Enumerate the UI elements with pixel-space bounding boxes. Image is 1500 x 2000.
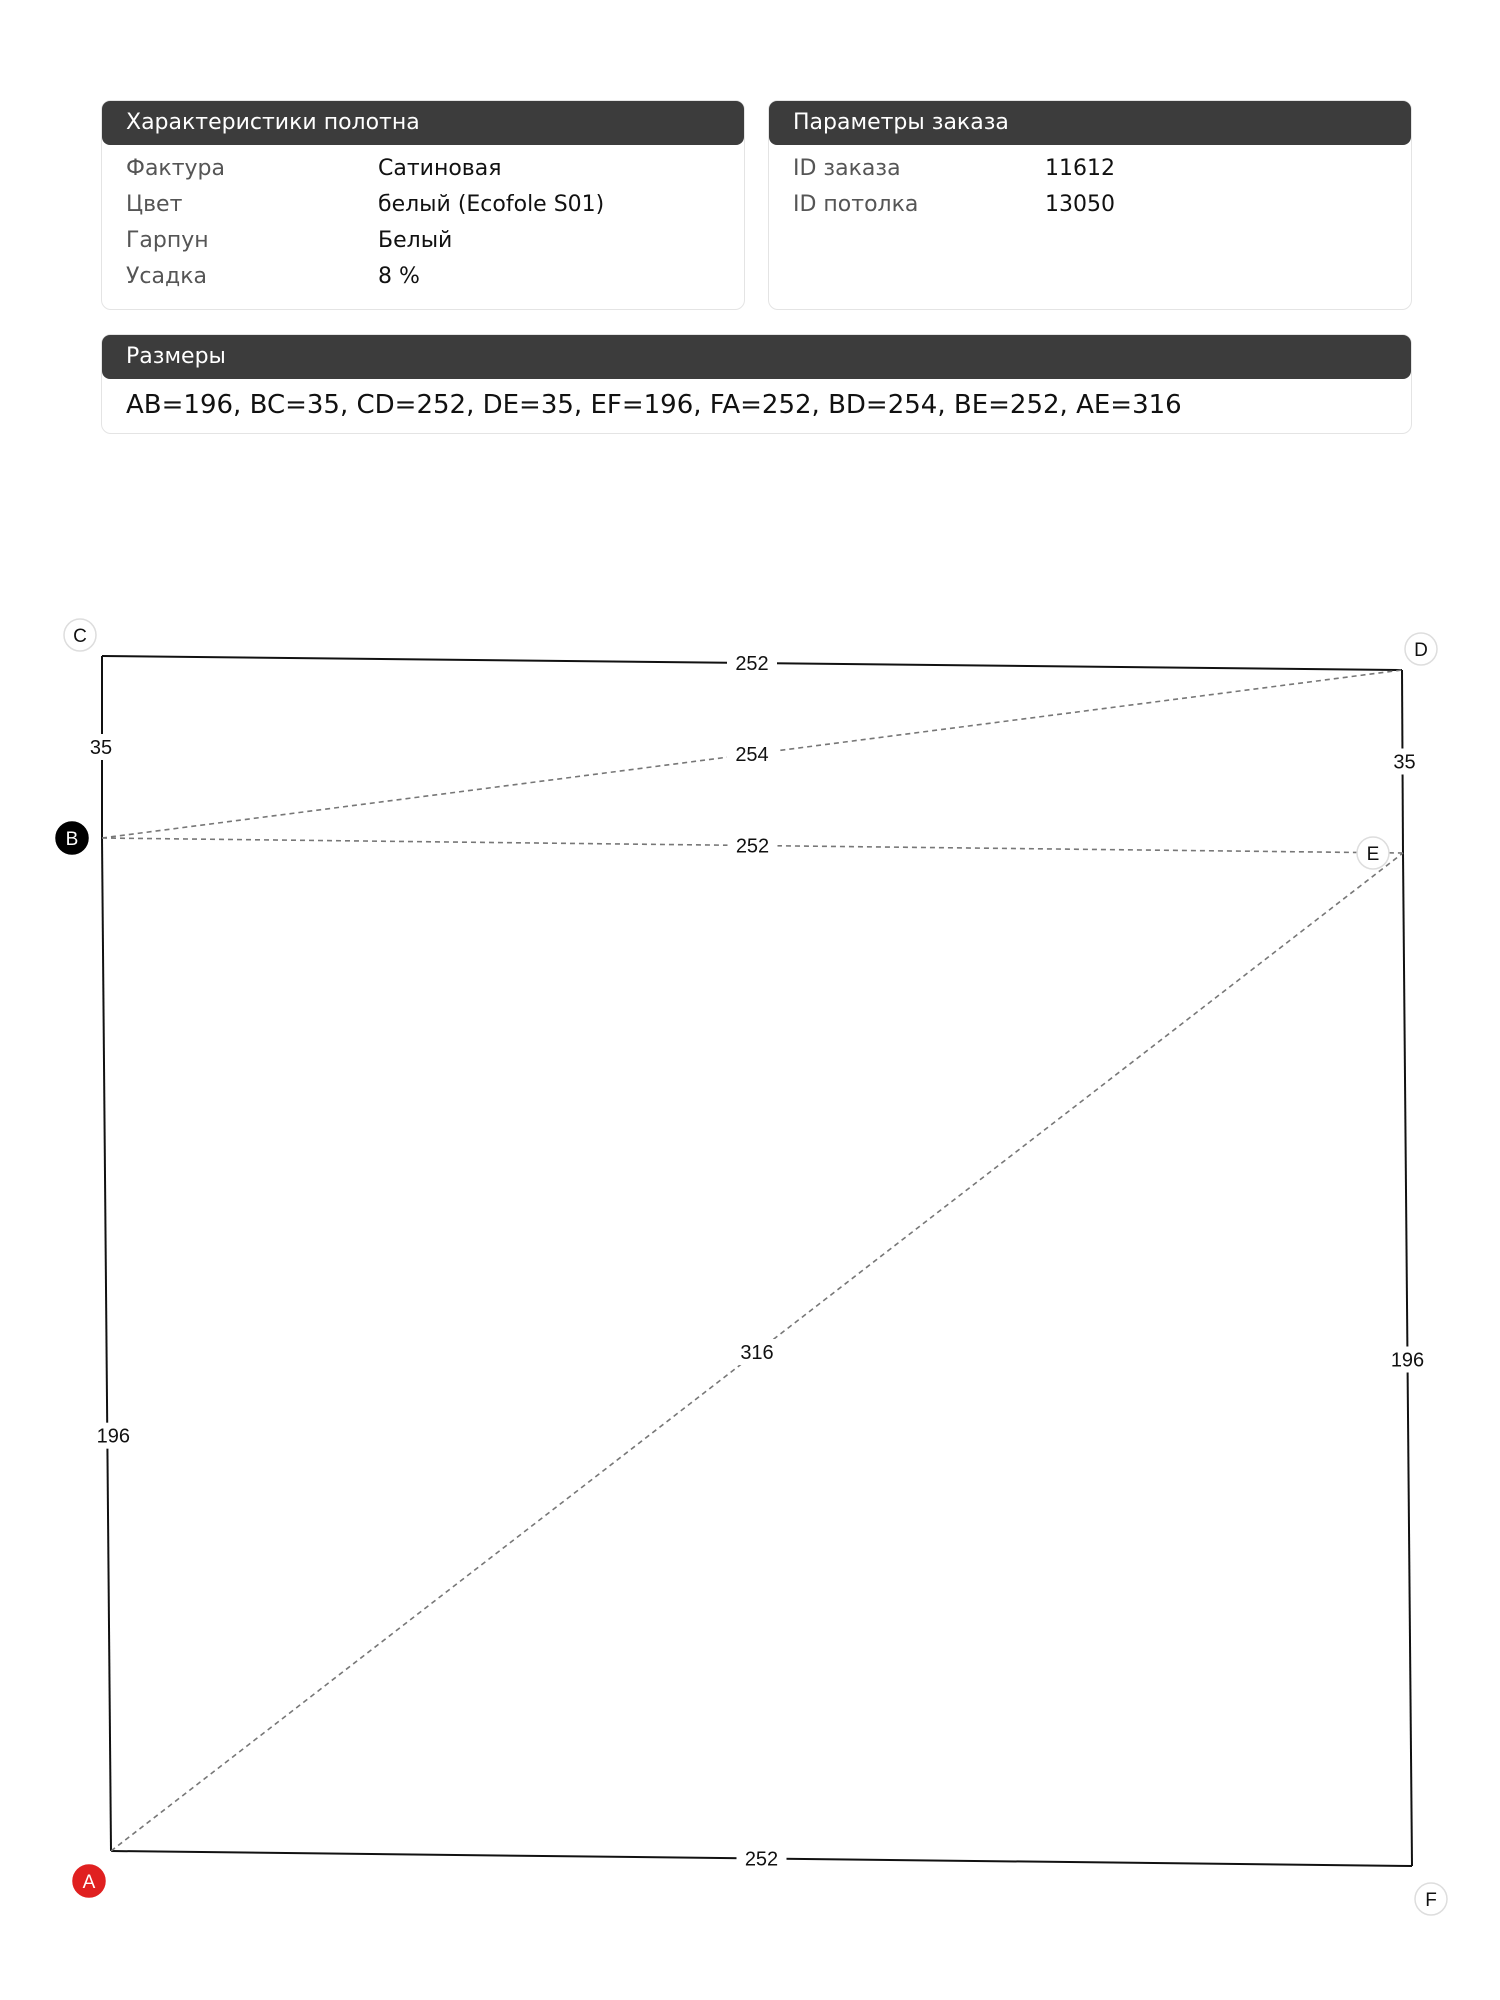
edge-label-BC: 35 — [89, 737, 113, 759]
point-A-label: A — [82, 1872, 96, 1893]
point-D-label: D — [1414, 640, 1428, 661]
point-F-label: F — [1425, 1890, 1437, 1911]
order-parameters-card — [768, 100, 1412, 310]
dimensions-title: Размеры — [102, 335, 1411, 379]
row-value: 13050 — [1045, 192, 1115, 217]
order-parameters-title: Параметры заказа — [769, 101, 1411, 145]
point-C-label: C — [73, 626, 87, 647]
row-key: Гарпун — [126, 228, 209, 253]
edge-label-FA: 252 — [744, 1848, 779, 1871]
point-B-label: B — [65, 829, 79, 850]
canvas-characteristics-card — [101, 100, 745, 310]
points-group — [56, 619, 1447, 1915]
row-key: ID заказа — [793, 156, 901, 181]
row-value: Белый — [378, 228, 453, 253]
row-value: белый (Ecofole S01) — [378, 192, 605, 217]
row-value: 11612 — [1045, 156, 1115, 181]
row-key: Усадка — [126, 264, 207, 289]
row-value: Сатиновая — [378, 156, 502, 181]
edge-label-CD: 252 — [735, 653, 769, 675]
canvas-characteristics-title: Характеристики полотна — [102, 101, 744, 145]
edge-labels-group — [82, 650, 1433, 1872]
edge-label-AE: 316 — [740, 1342, 774, 1364]
edge-label-AB: 196 — [96, 1425, 130, 1448]
dimensions-text: AB=196, BC=35, CD=252, DE=35, EF=196, FA=252, BD=254, BE=252, AE=316 — [126, 390, 1182, 420]
edge-label-BD: 254 — [735, 744, 769, 766]
point-E-label: E — [1366, 844, 1380, 865]
ceiling-diagram — [0, 600, 1500, 2000]
edge-label-DE: 35 — [1393, 751, 1416, 774]
row-key: Цвет — [126, 192, 183, 217]
row-key: Фактура — [126, 156, 225, 181]
edge-label-EF: 196 — [1390, 1349, 1425, 1372]
row-value: 8 % — [378, 264, 420, 289]
row-key: ID потолка — [793, 192, 919, 217]
dimensions-card — [101, 334, 1412, 434]
edge-AB-side — [102, 838, 111, 1851]
edge-label-BE: 252 — [735, 835, 770, 858]
